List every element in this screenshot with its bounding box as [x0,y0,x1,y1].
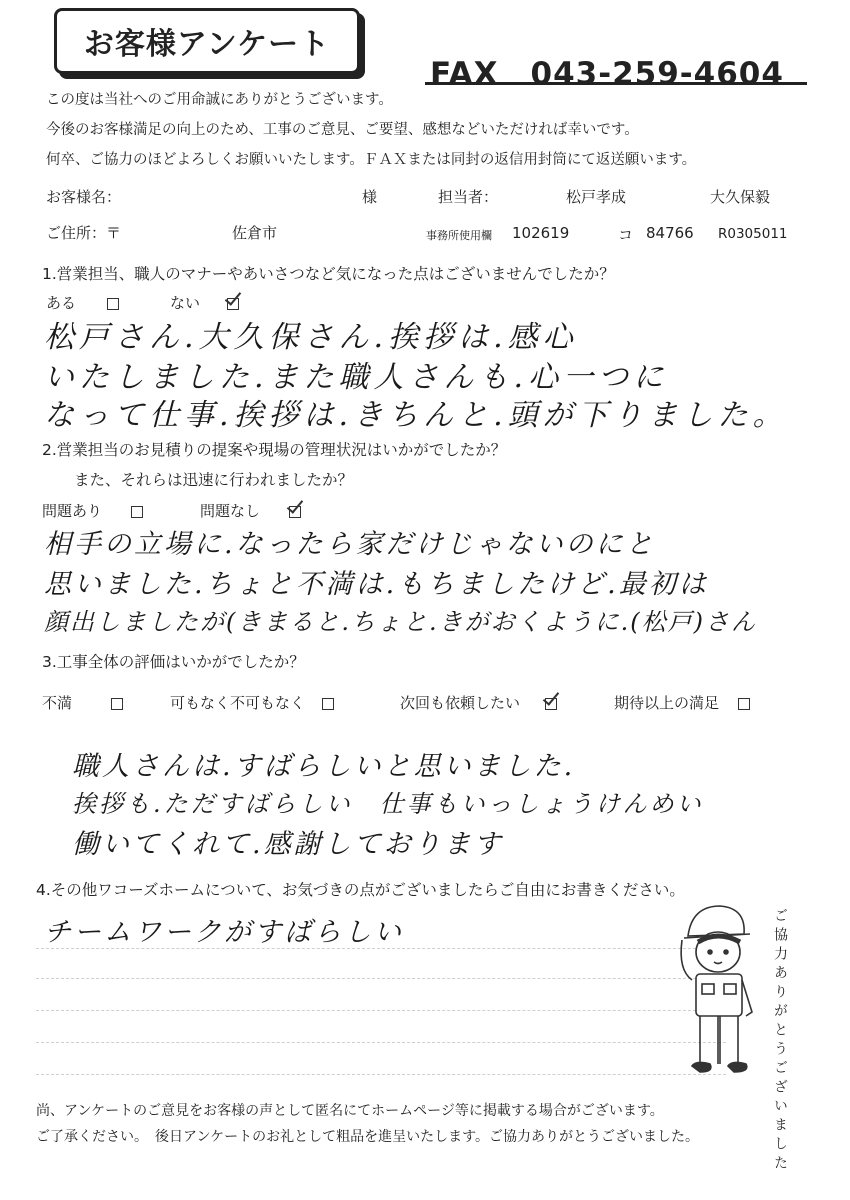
footer-line-1: 尚、アンケートのご意見をお客様の声として匿名にてホームページ等に掲載する場合がございます。 [36,1103,664,1119]
question-2: 2.営業担当のお見積りの提案や現場の管理状況はいかがでしたか？ [42,441,507,459]
checkbox-icon[interactable] [107,298,119,310]
q3-option-request-again [400,692,557,713]
q1-option-no [170,292,239,313]
office-use-label: 事務所使用欄 [426,229,492,242]
checked-checkbox-icon[interactable] [289,506,301,518]
q1-answer-line-1: 松戸さん.大久保さん.挨拶は.感心 [44,320,578,355]
q3-option-neutral [170,692,334,713]
thanks-side-note: ご協力ありがとうございました [772,908,788,1174]
answer-rule [36,1074,726,1075]
answer-rule [36,948,726,949]
fax-number: FAX 043-259-4604 [430,56,784,92]
option-label: 次回も依頼したい [400,694,521,712]
office-code-1: 102619 [512,224,570,242]
staff-label: 担当者： [438,188,499,206]
option-label: 問題なし [200,502,261,520]
q1-answer-line-2: いたしました.また職人さんも.心一つに [44,360,669,395]
checkbox-icon[interactable] [322,698,334,710]
checked-checkbox-icon[interactable] [545,698,557,710]
question-3: 3.工事全体の評価はいかがでしたか？ [42,653,305,671]
checkbox-icon[interactable] [111,698,123,710]
q4-answer: チームワークがすばらしい [44,917,404,948]
option-label: 期待以上の満足 [614,694,720,712]
intro-line-1: この度は当社へのご用命誠にありがとうございます。 [46,92,393,108]
q1-answer-line-3: なって仕事.挨拶は.きちんと.頭が下りました。 [44,398,788,433]
staff-name-2: 大久保毅 [710,188,771,206]
staff-name-1: 松戸孝成 [566,188,627,206]
q2-answer-line-3: 顔出しましたが(きまると.ちょと.きがおくように.(松戸)さん [44,608,757,636]
fax-underline [425,82,807,85]
q3-answer-line-2: 挨拶も.ただすばらしい 仕事もいっしょうけんめい [72,790,704,818]
option-label: 不満 [42,694,73,712]
answer-rule [36,1042,726,1043]
checked-checkbox-icon[interactable] [227,298,239,310]
answer-rule [36,1010,726,1011]
q2-answer-line-2: 思いました.ちょと不満は.もちましたけど.最初は [44,569,709,600]
option-label: ある [46,294,77,312]
page-title: お客様アンケート [83,27,331,62]
option-label: 問題あり [42,502,103,520]
office-code-2: 84766 [646,224,694,242]
option-label: ない [170,294,201,312]
address-city: 佐倉市 [232,224,278,242]
question-2-sub: また、それらは迅速に行われましたか？ [74,471,354,489]
q2-option-no-problem [200,500,301,521]
office-code-3: R0305011 [718,226,788,242]
footer-line-2: ご了承ください。 後日アンケートのお礼として粗品を進呈いたします。ご協力ありがとうございました。 [36,1129,700,1145]
office-code-mark: コ [618,226,634,244]
intro-line-3: 何卒、ご協力のほどよろしくお願いいたします。ＦＡＸまたは同封の返信用封筒にて返送願います。 [46,152,697,168]
q3-answer-line-1: 職人さんは.すばらしいと思いました. [72,751,576,782]
option-label: 可もなく不可もなく [170,694,306,712]
question-1: 1.営業担当、職人のマナーやあいさつなど気になった点はございませんでしたか？ [42,265,615,283]
q3-option-exceeded [614,692,750,713]
q3-answer-line-3: 働いてくれて.感謝しております [72,829,504,860]
worker-mascot-icon [670,900,770,1090]
q1-option-yes [46,292,119,313]
answer-rule [36,978,726,979]
q3-option-dissatisfied [42,692,123,713]
checkbox-icon[interactable] [131,506,143,518]
address-label: ご住所：〒 [46,224,122,242]
checkbox-icon[interactable] [738,698,750,710]
intro-line-2: 今後のお客様満足の向上のため、工事のご意見、ご要望、感想などいただければ幸いです。 [46,122,639,138]
customer-name-label: お客様名： [46,188,122,206]
q2-answer-line-1: 相手の立場に.なったら家だけじゃないのにと [44,529,656,560]
q2-option-problem [42,500,143,521]
title-box [54,8,360,74]
question-4: 4.その他ワコーズホームについて、お気づきの点がございましたらご自由にお書きください。 [36,881,685,899]
honorific: 様 [362,188,378,206]
